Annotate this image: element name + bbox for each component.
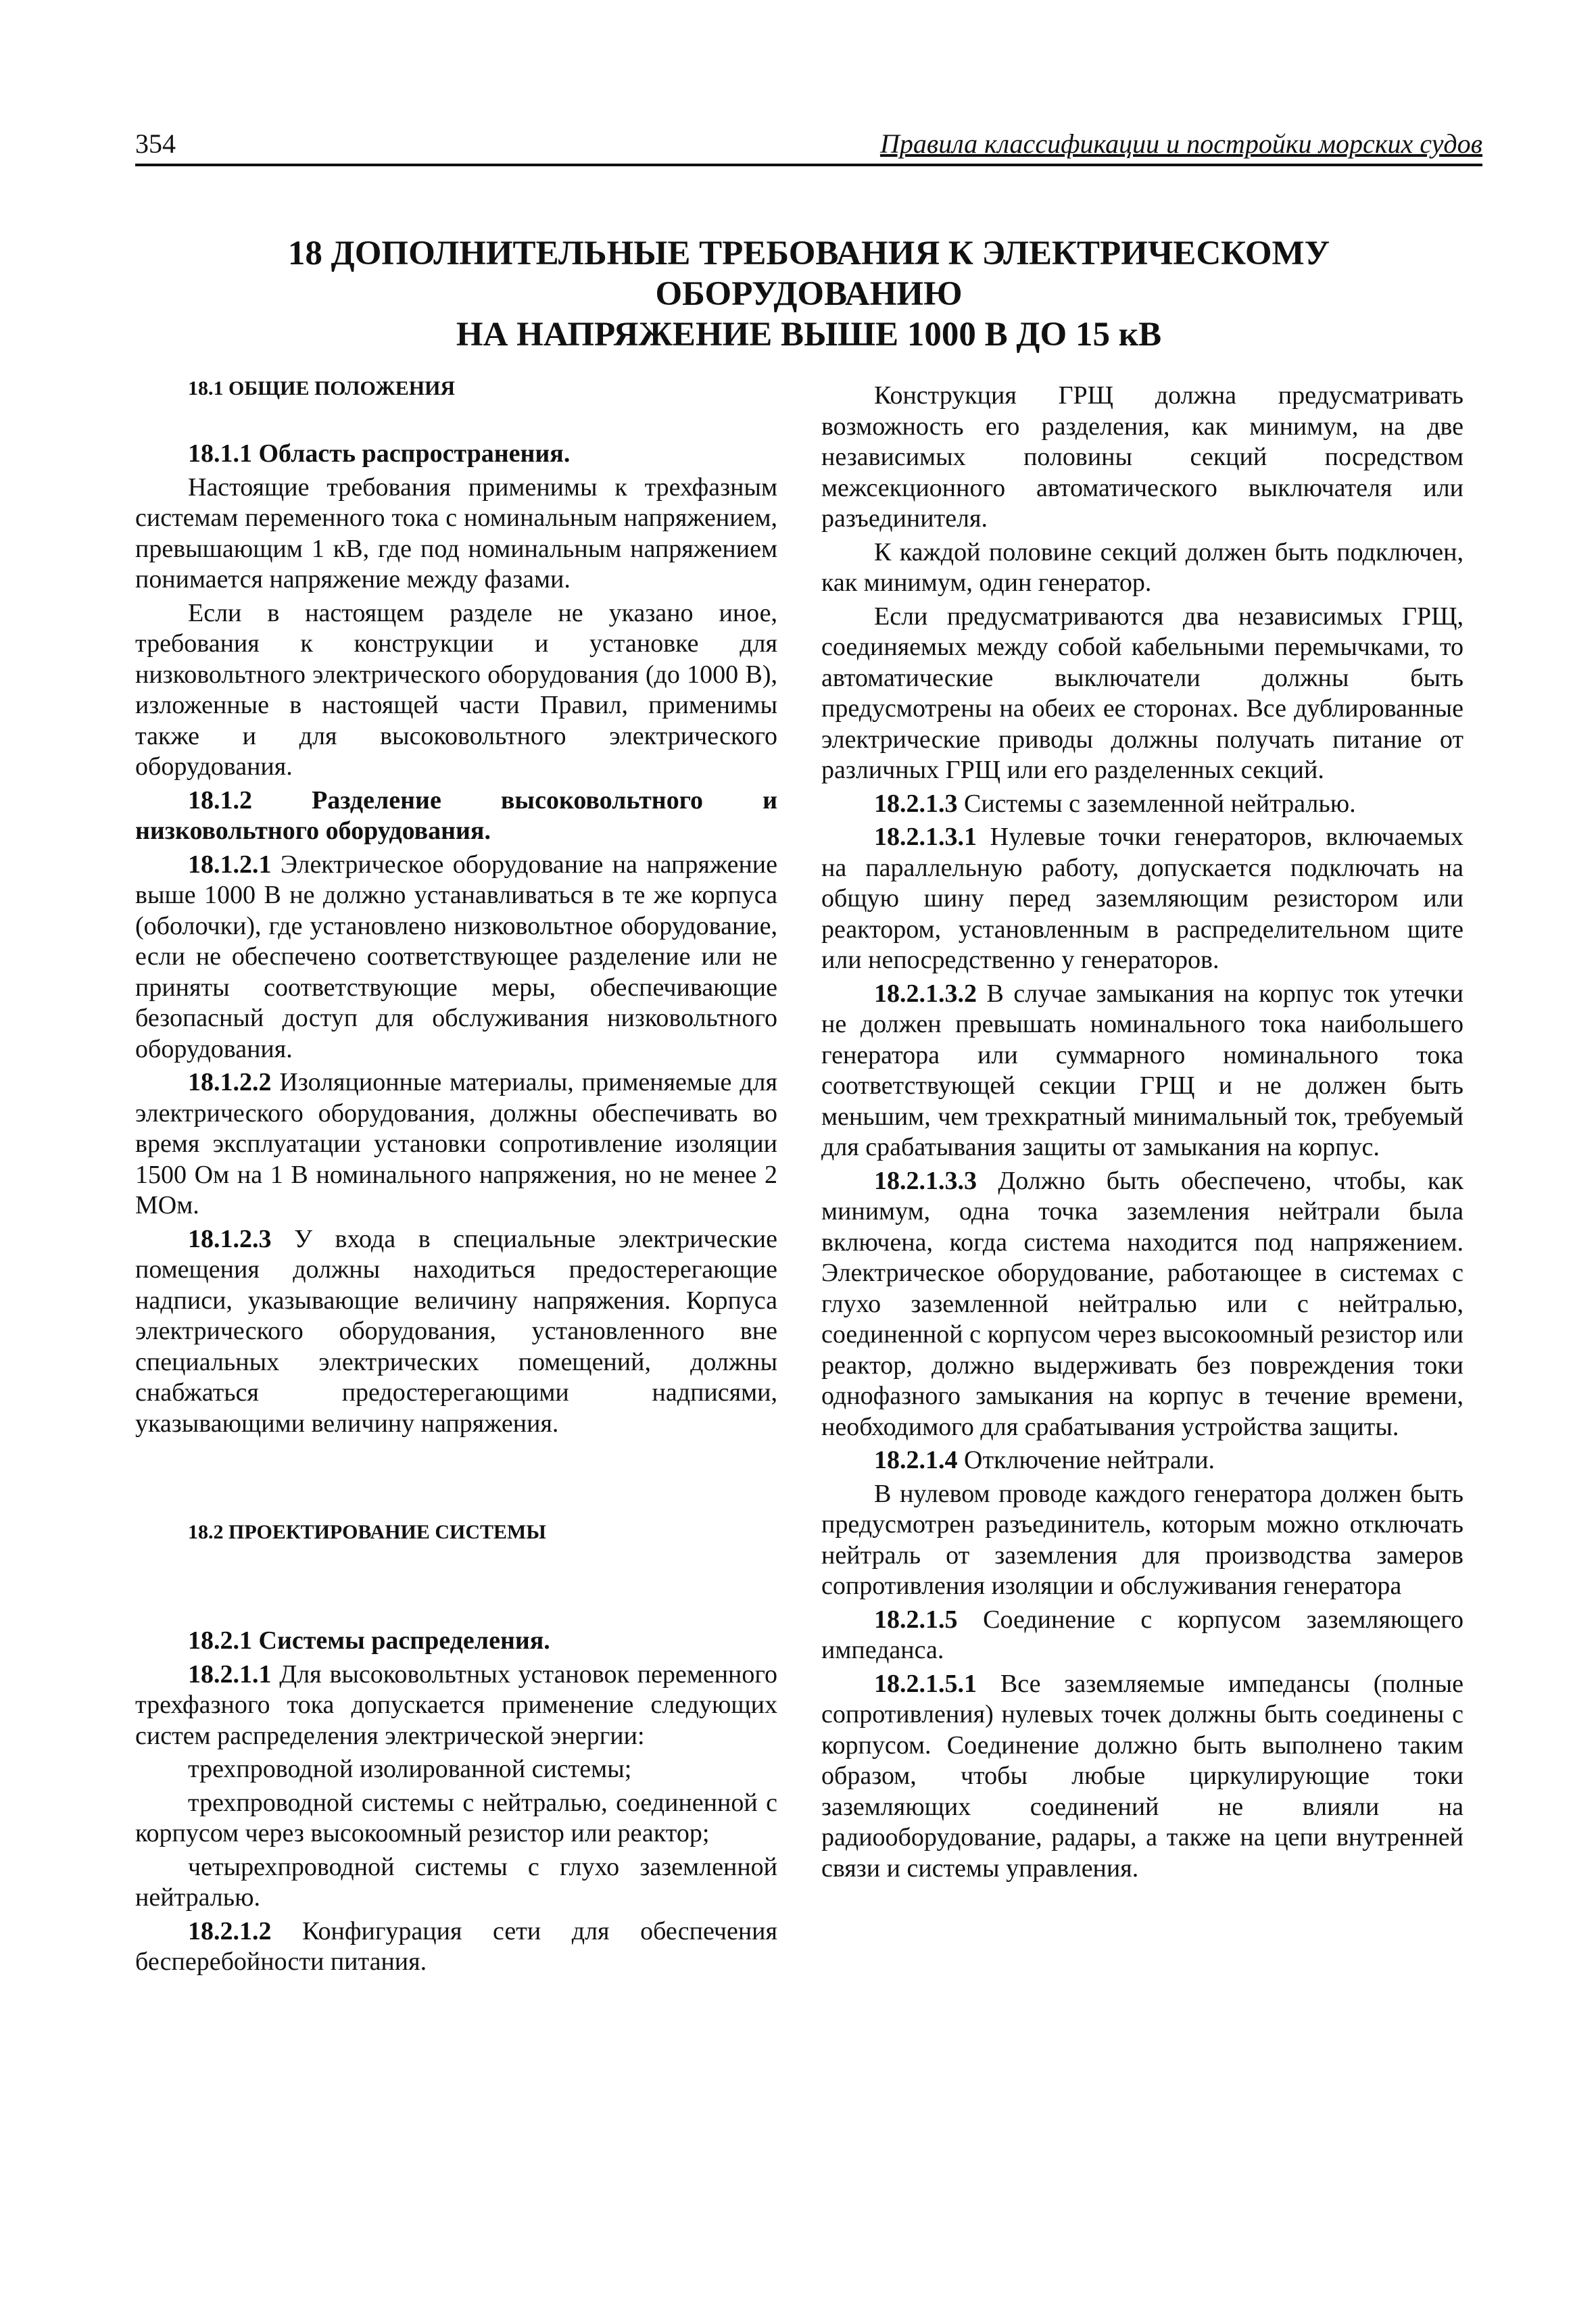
paragraph-heading-18-1-1: 18.1.1 Область распространения. <box>188 439 571 468</box>
running-title: Правила классификации и постройки морских судов <box>879 128 1482 159</box>
paragraph <box>135 850 777 1065</box>
paragraph: Настоящие требования применимы к трехфазным системам переменного тока с номинальным напряжением, превышающим 1 кВ, где под номинальным напряжением понимается напряжение между фазами. <box>135 473 777 594</box>
clause-text: Изоляционные материалы, применяемые для электрического оборудования, должны обеспечивать во время эксплуатации установки сопротивление изоляции 1500 Ом на 1 В номинального напряжения, но не менее 2 МОм. <box>135 1068 777 1219</box>
paragraph: К каждой половине секций должен быть подключен, как минимум, один генератор. <box>821 537 1464 597</box>
clause-number: 18.2.1.3 <box>874 789 958 818</box>
clause-number: 18.2.1.3.3 <box>874 1166 977 1195</box>
paragraph <box>821 822 1464 976</box>
list-item: трехпроводной изолированной системы; <box>188 1755 632 1783</box>
clause-number: 18.2.1.3.1 <box>874 823 977 851</box>
paragraph <box>821 1166 1464 1443</box>
paragraph <box>135 1067 777 1221</box>
section-heading-18-2: 18.2 ПРОЕКТИРОВАНИЕ СИСТЕМЫ <box>188 1521 546 1543</box>
clause-text: Должно быть обеспечено, чтобы, как минимум, одна точка заземления нейтрали была включена, когда система находится под напряжением. Электрическое оборудование, работающее в системах с глухо заземленной нейтралью или с нейтралью, соединенной с корпусом через высокоомный резистор или реактор, должно выдерживать без повреждения токи однофазного замыкания на корпус в течение времени, необходимого для срабатывания устройства защиты. <box>821 1166 1464 1441</box>
clause-number: 18.2.1.5 <box>874 1605 958 1634</box>
right-column <box>821 381 1464 1887</box>
paragraph <box>135 1660 777 1752</box>
clause-number: 18.2.1.1 <box>188 1660 272 1689</box>
paragraph: Конструкция ГРЩ должна предусматривать возможность его разделения, как минимум, на две независимых половины секций посредством межсекционного автоматического выключателя или разъединителя. <box>821 381 1464 533</box>
paragraph <box>821 1605 1464 1666</box>
clause-text: Электрическое оборудование на напряжение выше 1000 В не должно устанавливаться в те же корпуса (оболочки), где установлено низковольтное оборудование, если не обеспечено соответствующее разделение или не приняты соответствующие меры, обеспечивающие безопасный доступ для обслуживания низковольтного оборудования. <box>135 850 777 1063</box>
clause-number: 18.1.2.1 <box>188 850 272 879</box>
paragraph <box>821 1669 1464 1885</box>
paragraph <box>135 1916 777 1978</box>
paragraph: Если в настоящем разделе не указано иное, требования к конструкции и установке для низковольтного электрического оборудования (до 1000 В), изложенные в настоящей части Правил, применимы также и для высоковольтного электрического оборудования. <box>135 598 777 781</box>
clause-text: Все заземляемые импедансы (полные сопротивления) нулевых точек должны быть соединены с корпусом. Соединение должно быть выполнено таким образом, чтобы любые циркулирующие токи заземляющих соединений не влияли на радиооборудование, радары, а также на цепи внутренней связи и системы управления. <box>821 1669 1464 1883</box>
clause-text: Для высоковольтных установок переменного трехфазного тока допускается применение следующих систем распределения электрической энергии: <box>135 1660 777 1750</box>
clause-number: 18.2.1.3.2 <box>874 979 977 1008</box>
clause-number: 18.1.2.3 <box>188 1224 272 1253</box>
left-column <box>135 375 777 1981</box>
paragraph-heading-18-1-2: 18.1.2 Разделение высоковольтного и низковольтного оборудования. <box>135 785 777 845</box>
clause-number: 18.2.1.4 <box>874 1446 958 1474</box>
clause-text: Конфигурация сети для обеспечения бесперебойности питания. <box>135 1916 777 1976</box>
clause-number: 18.2.1.2 <box>188 1916 272 1945</box>
clause-number: 18.1.2.2 <box>188 1068 272 1096</box>
clause-text: Системы с заземленной нейтралью. <box>957 789 1356 818</box>
paragraph <box>135 1224 777 1440</box>
page-number: 354 <box>135 128 176 159</box>
chapter-title-line2: НА НАПРЯЖЕНИЕ ВЫШЕ 1000 В ДО 15 кВ <box>456 316 1162 354</box>
list-item: четырехпроводной системы с глухо заземленной нейтралью. <box>135 1852 777 1912</box>
paragraph: Если предусматриваются два независимых ГРЩ, соединяемых между собой кабельными перемычками, то автоматические выключатели должны быть предусмотрены на обеих ее сторонах. Все дублированные электрические приводы должны получать питание от различных ГРЩ или его разделенных секций. <box>821 602 1464 784</box>
clause-text: Нулевые точки генераторов, включаемых на параллельную работу, допускается подключать на общую шину перед заземляющим резистором или реактором, установленным в распределительном щите или непосредственно у генераторов. <box>821 823 1464 974</box>
clause-text: Отключение нейтрали. <box>957 1446 1215 1474</box>
paragraph <box>821 979 1464 1163</box>
paragraph <box>821 789 1464 820</box>
paragraph-heading-18-2-1: 18.2.1 Системы распределения. <box>188 1626 550 1655</box>
page-header <box>135 126 1482 166</box>
section-heading-18-1: 18.1 ОБЩИЕ ПОЛОЖЕНИЯ <box>188 377 456 399</box>
chapter-title <box>135 233 1482 355</box>
paragraph: В нулевом проводе каждого генератора должен быть предусмотрен разъединитель, которым можно отключать нейтраль от заземления для производства замеров сопротивления изоляции и обслуживания генератора <box>821 1479 1464 1600</box>
clause-number: 18.2.1.5.1 <box>874 1669 977 1698</box>
list-item: трехпроводной системы с нейтралью, соединенной с корпусом через высокоомный резистор или реактор; <box>135 1788 777 1847</box>
clause-text: Соединение с корпусом заземляющего импеданса. <box>821 1605 1464 1664</box>
clause-text: В случае замыкания на корпус ток утечки не должен превышать номинального тока наибольшего генератора или суммарного номинального тока соответствующей секции ГРЩ и не должен быть меньшим, чем трехкратный минимальный ток, требуемый для срабатывания защиты от замыкания на корпус. <box>821 979 1464 1161</box>
chapter-title-line1: 18 ДОПОЛНИТЕЛЬНЫЕ ТРЕБОВАНИЯ К ЭЛЕКТРИЧЕСКОМУ ОБОРУДОВАНИЮ <box>287 235 1330 313</box>
paragraph <box>821 1445 1464 1476</box>
clause-text: У входа в специальные электрические помещения должны находиться предостерегающие надписи, указывающие величину напряжения. Корпуса электрического оборудования, установленного вне специальных электрических помещений, должны снабжаться предостерегающими надписями, указывающими величину напряжения. <box>135 1224 777 1438</box>
